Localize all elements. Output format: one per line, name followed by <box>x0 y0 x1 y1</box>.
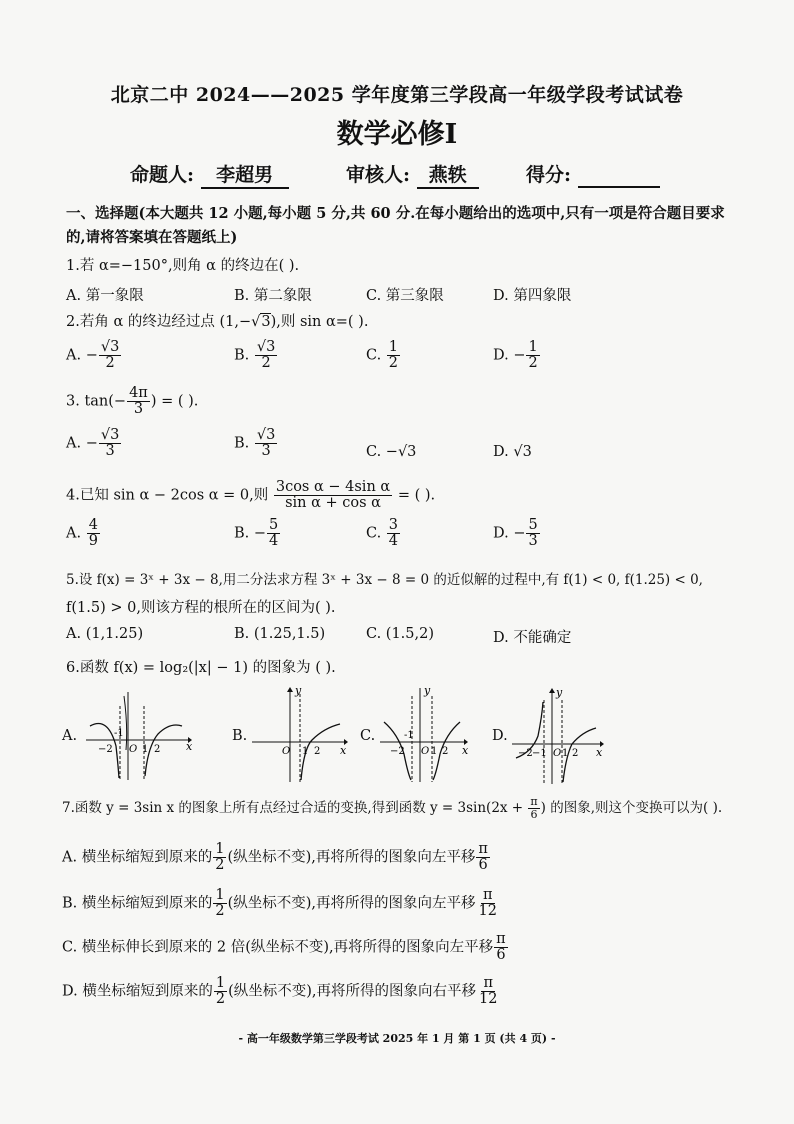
graph-a-origin: O <box>129 744 138 755</box>
graph-c-tick-1: 1 <box>431 746 438 757</box>
q6-option-d-label: D. <box>492 728 508 744</box>
section1-instructions-line2: 的,请将答案填在答题纸上) <box>66 229 238 246</box>
q2-stem-text-b: ),则 sin α=( ). <box>270 314 369 330</box>
q4-stem-num: 3cos α − 4sin α <box>275 479 391 495</box>
q7-a-shift-den: 6 <box>478 857 488 874</box>
q2-stem-text-a: 2.若角 α 的终边经过点 (1, <box>66 314 239 330</box>
reviewer-field <box>346 160 479 189</box>
q3-b-num: √3 <box>256 427 276 443</box>
graph-a-curve-right <box>145 725 182 776</box>
q3-a-num: √3 <box>100 427 120 443</box>
q2-stem <box>66 310 368 331</box>
reviewer-label: 审核人: <box>346 164 411 186</box>
q1-stem: 1.若 α=−150°,则角 α 的终边在( ). <box>66 258 300 274</box>
q2-d-num: 1 <box>528 339 538 355</box>
graph-c-y-label: y <box>424 684 431 697</box>
q2-b-den: 2 <box>261 355 271 372</box>
author-field <box>130 160 289 189</box>
q4-c-label: C. <box>366 525 382 542</box>
q1-option-c: C. 第三象限 <box>366 288 444 304</box>
q5-option-c: C. (1.5,2) <box>366 626 435 642</box>
q4-stem-text-b: = ( ). <box>397 487 436 504</box>
graph-b-y-label: y <box>295 684 302 697</box>
graph-b-tick-1: 1 <box>302 746 309 757</box>
q3-option-b <box>234 428 278 459</box>
q7-option-d <box>62 976 500 1007</box>
graph-d-tick-neg1: −1 <box>532 748 547 759</box>
q6-graph-c <box>376 682 472 786</box>
q7-b-den: 2 <box>215 903 225 920</box>
graph-d-y-label: y <box>556 686 563 699</box>
graph-a-tick-1: 1 <box>142 744 149 755</box>
q7-c-shift-num: π <box>496 931 506 947</box>
q4-option-c <box>366 518 401 549</box>
q7-a-text-a: A. 横坐标缩短到原来的 <box>62 849 213 866</box>
q7-b-num: 1 <box>215 887 225 903</box>
q3-option-d: D. √3 <box>493 444 532 460</box>
q4-a-num: 4 <box>88 517 98 533</box>
q7-d-num: 1 <box>215 975 226 991</box>
q3-stem-text-b: ) = ( ). <box>150 393 199 410</box>
q2-a-sign: − <box>85 347 98 364</box>
q2-a-label: A. <box>66 347 82 364</box>
q4-d-sign: − <box>513 525 526 542</box>
q2-c-label: C. <box>366 347 382 364</box>
q7-a-den: 2 <box>215 857 225 874</box>
exam-subtitle: 数学必修Ⅰ <box>336 119 458 150</box>
author-name: 李超男 <box>201 160 289 189</box>
score-field <box>526 160 660 188</box>
graph-b-origin: O <box>282 746 291 757</box>
q6-option-a-label: A. <box>62 728 78 744</box>
q4-b-den: 4 <box>269 533 279 550</box>
q4-b-label: B. <box>234 525 250 542</box>
q3-a-sign: − <box>85 435 98 452</box>
score-blank[interactable] <box>578 164 660 188</box>
q4-option-a <box>66 518 101 549</box>
q4-a-label: A. <box>66 525 82 542</box>
q5-option-a: A. (1,1.25) <box>66 626 144 642</box>
q7-b-text-b: (纵坐标不变),再将所得的图象向左平移 <box>227 895 476 912</box>
q3-a-label: A. <box>66 435 82 452</box>
q7-stem-text-b: ) 的图象,则这个变换可以为( ). <box>540 800 723 816</box>
q2-b-label: B. <box>234 347 250 364</box>
q2-b-num: √3 <box>256 339 276 355</box>
graph-d-tick-1: 1 <box>562 748 569 759</box>
q7-d-text-a: D. 横坐标缩短到原来的 <box>62 983 213 1000</box>
graph-c-x-label: x <box>462 744 469 757</box>
graph-d-tick-neg2: −2 <box>518 748 533 759</box>
q3-option-a <box>66 428 122 459</box>
graph-a-x-label: x <box>186 740 193 753</box>
q3-a-den: 3 <box>105 443 115 460</box>
q3-b-den: 3 <box>261 443 271 460</box>
q2-option-d <box>493 340 541 371</box>
q2-a-den: 2 <box>105 355 115 372</box>
q3-b-label: B. <box>234 435 250 452</box>
q1-option-d: D. 第四象限 <box>493 288 572 304</box>
graph-b-x-label: x <box>340 744 347 757</box>
q2-d-label: D. <box>493 347 509 364</box>
q4-a-den: 9 <box>88 533 98 550</box>
graph-b-tick-2: 2 <box>314 746 321 757</box>
page-footer: - 高一年级数学第三学段考试 2025 年 1 月 第 1 页 (共 4 页) - <box>238 1032 556 1045</box>
q2-d-sign: − <box>513 347 526 364</box>
q7-b-shift-num: π <box>482 887 493 903</box>
graph-c-tick-2: 2 <box>442 746 449 757</box>
q7-d-shift-num: π <box>483 975 493 991</box>
score-label: 得分: <box>526 164 572 186</box>
section1-instructions-line1: 一、选择题(本大题共 12 小题,每小题 5 分,共 60 分.在每小题给出的选项中,只有一项是符合题目要求 <box>66 205 725 222</box>
q3-option-c: C. −√3 <box>366 444 417 460</box>
q2-option-a <box>66 340 122 371</box>
q4-d-label: D. <box>493 525 509 542</box>
graph-c-tick-neg2: −2 <box>390 746 405 757</box>
q7-stem-den: 6 <box>530 808 538 821</box>
graph-d-x-label: x <box>596 746 603 759</box>
q7-c-text-a: C. 横坐标伸长到原来的 2 倍(纵坐标不变),再将所得的图象向左平移 <box>62 939 494 956</box>
graph-b-y-arrow <box>287 687 293 692</box>
q6-option-c-label: C. <box>360 728 376 744</box>
q7-a-num: 1 <box>215 841 225 857</box>
graph-a-curve-stray <box>124 696 127 750</box>
graph-a-tick-2: 2 <box>154 744 161 755</box>
q3-stem-num: 4π <box>129 385 148 401</box>
q6-graph-a <box>82 686 194 782</box>
q2-option-c <box>366 340 401 371</box>
q1-option-b: B. 第二象限 <box>234 288 312 304</box>
q6-graph-b <box>248 684 352 784</box>
q4-b-num: 5 <box>269 517 279 533</box>
q5-stem-line1: 5.设 f(x) = 3ˣ + 3x − 8,用二分法求方程 3ˣ + 3x − 8 = 0 的近似解的过程中,有 f(1) < 0, f(1.25) < 0, <box>66 572 703 588</box>
graph-a-tick-neg1: -1 <box>114 728 124 739</box>
q4-c-num: 3 <box>388 517 399 533</box>
q7-option-a <box>62 842 491 873</box>
q3-stem-text-a: 3. tan(− <box>66 393 127 410</box>
q7-b-text-a: B. 横坐标缩短到原来的 <box>62 895 213 912</box>
q7-stem-text-a: 7.函数 y = 3sin x 的图象上所有点经过合适的变换,得到函数 y = 3sin(2x + <box>62 800 528 816</box>
q3-stem-den: 3 <box>133 401 144 418</box>
q6-option-b-label: B. <box>232 728 248 744</box>
q7-c-shift-den: 6 <box>496 947 506 964</box>
q2-c-num: 1 <box>388 339 399 355</box>
graph-c-origin: O <box>421 746 430 757</box>
q4-b-sign: − <box>253 525 267 542</box>
exam-title: 北京二中 2024——2025 学年度第三学段高一年级学段考试试卷 <box>110 84 684 106</box>
q6-stem: 6.函数 f(x) = log₂(|x| − 1) 的图象为 ( ). <box>66 660 336 676</box>
graph-d-tick-2: 2 <box>572 748 579 759</box>
q2-d-den: 2 <box>528 355 538 372</box>
q7-d-text-b: (纵坐标不变),再将所得的图象向右平移 <box>228 983 476 1000</box>
q5-option-b: B. (1.25,1.5) <box>234 626 326 642</box>
q7-stem <box>62 796 722 821</box>
q2-stem-sqrt-value: 3 <box>261 314 271 330</box>
q4-stem-text-a: 4.已知 sin α − 2cos α = 0,则 <box>66 487 269 504</box>
q7-a-text-b: (纵坐标不变),再将所得的图象向左平移 <box>227 849 476 866</box>
q4-d-num: 5 <box>528 517 538 533</box>
q7-option-b <box>62 888 500 919</box>
q7-d-den: 2 <box>215 991 226 1008</box>
q4-stem-den: sin α + cos α <box>285 495 381 512</box>
q7-option-c <box>62 932 509 963</box>
q1-option-a: A. 第一象限 <box>66 288 144 304</box>
q2-option-b <box>234 340 278 371</box>
graph-c-tick-neg1: -1 <box>404 730 414 741</box>
graph-d-origin: O <box>553 748 562 759</box>
q5-option-d: D. 不能确定 <box>493 630 572 646</box>
q4-c-den: 4 <box>388 533 399 550</box>
q3-stem <box>66 386 198 417</box>
q7-stem-num: π <box>530 795 538 809</box>
reviewer-name: 燕轶 <box>417 160 479 189</box>
q5-stem-line2: f(1.5) > 0,则该方程的根所在的区间为( ). <box>66 600 336 616</box>
q7-d-shift-den: 12 <box>478 991 498 1008</box>
q4-stem <box>66 480 435 511</box>
q4-d-den: 3 <box>528 533 538 550</box>
q4-option-b <box>234 518 281 549</box>
q6-graph-d <box>508 686 608 786</box>
graph-d-y-arrow <box>549 688 555 693</box>
q2-c-den: 2 <box>388 355 399 372</box>
q7-a-shift-num: π <box>478 841 488 857</box>
q2-a-num: √3 <box>100 339 120 355</box>
author-label: 命题人: <box>130 164 195 186</box>
q4-option-d <box>493 518 541 549</box>
q2-stem-minus-sqrt: −√3 <box>238 314 271 330</box>
q7-b-shift-den: 12 <box>478 903 497 920</box>
graph-a-tick-neg2: −2 <box>98 744 113 755</box>
